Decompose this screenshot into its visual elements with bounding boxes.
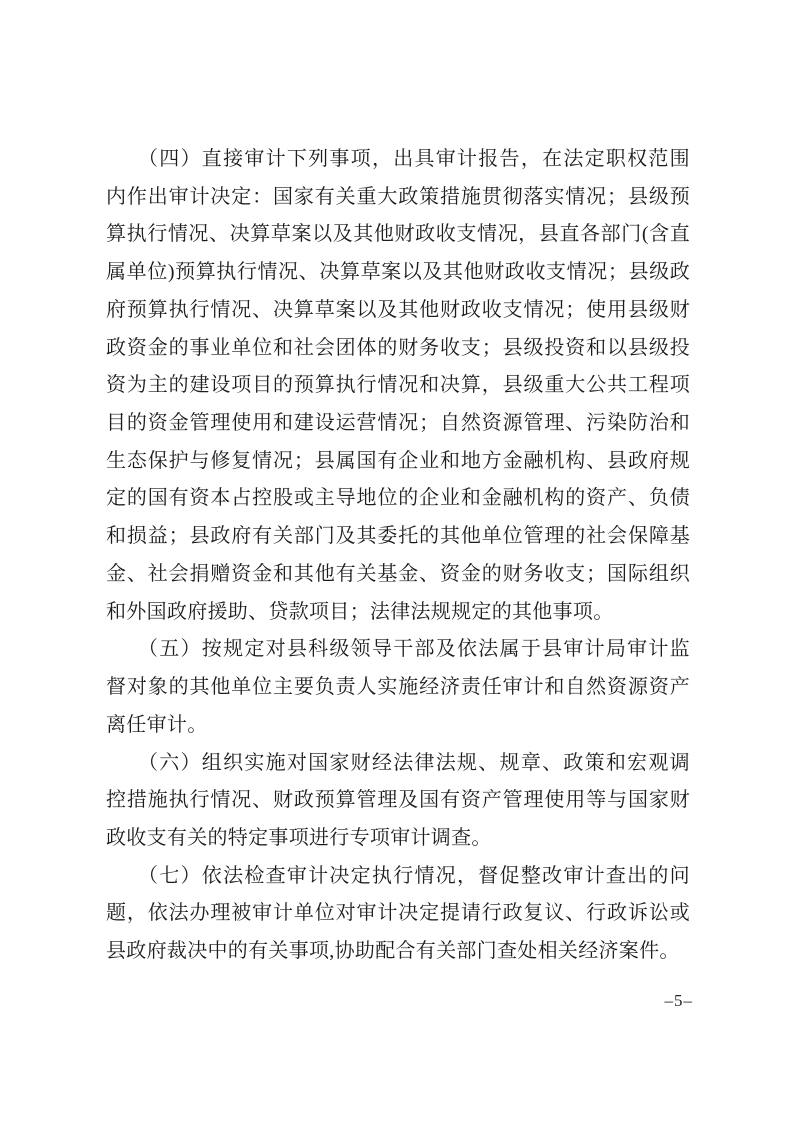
text-line: 金、社会捐赠资金和其他有关基金、资金的财务收支；国际组织 xyxy=(106,562,690,585)
text-line: 内作出审计决定：国家有关重大政策措施贯彻落实情况；县级预 xyxy=(106,185,690,208)
text-line: 府预算执行情况、决算草案以及其他财政收支情况；使用县级财 xyxy=(106,298,690,321)
text-line: 资为主的建设项目的预算执行情况和决算，县级重大公共工程项 xyxy=(106,374,690,397)
text-line: 和外国政府援助、贷款项目；法律法规规定的其他事项。 xyxy=(106,600,614,623)
text-line: 县政府裁决中的有关事项,协助配合有关部门查处相关经济案件。 xyxy=(106,940,680,963)
text-line: 属单位)预算执行情况、决算草案以及其他财政收支情况；县级政 xyxy=(106,261,690,284)
text-line: 离任审计。 xyxy=(106,713,208,736)
text-line: （七）依法检查审计决定执行情况，督促整改审计查出的问 xyxy=(138,864,690,887)
text-line: （六）组织实施对国家财经法律法规、规章、政策和宏观调 xyxy=(138,751,690,774)
text-line: 督对象的其他单位主要负责人实施经济责任审计和自然资源资产 xyxy=(106,676,690,699)
page-number: –5– xyxy=(664,991,693,1010)
document-body xyxy=(106,141,690,971)
text-line: 定的国有资本占控股或主导地位的企业和金融机构的资产、负债 xyxy=(106,487,690,510)
text-line: 政收支有关的特定事项进行专项审计调查。 xyxy=(106,826,492,849)
text-line: 算执行情况、决算草案以及其他财政收支情况，县直各部门(含直 xyxy=(106,223,690,246)
text-line: 目的资金管理使用和建设运营情况；自然资源管理、污染防治和 xyxy=(106,412,690,435)
text-line: 和损益；县政府有关部门及其委托的其他单位管理的社会保障基 xyxy=(106,525,690,548)
text-line: 题，依法办理被审计单位对审计决定提请行政复议、行政诉讼或 xyxy=(106,902,690,925)
text-line: 政资金的事业单位和社会团体的财务收支；县级投资和以县级投 xyxy=(106,336,690,359)
text-line: （五）按规定对县科级领导干部及依法属于县审计局审计监 xyxy=(138,638,690,661)
text-line: （四）直接审计下列事项，出具审计报告，在法定职权范围 xyxy=(138,148,690,170)
text-line: 控措施执行情况、财政预算管理及国有资产管理使用等与国家财 xyxy=(106,789,690,812)
text-line: 生态保护与修复情况；县属国有企业和地方金融机构、县政府规 xyxy=(106,449,690,472)
